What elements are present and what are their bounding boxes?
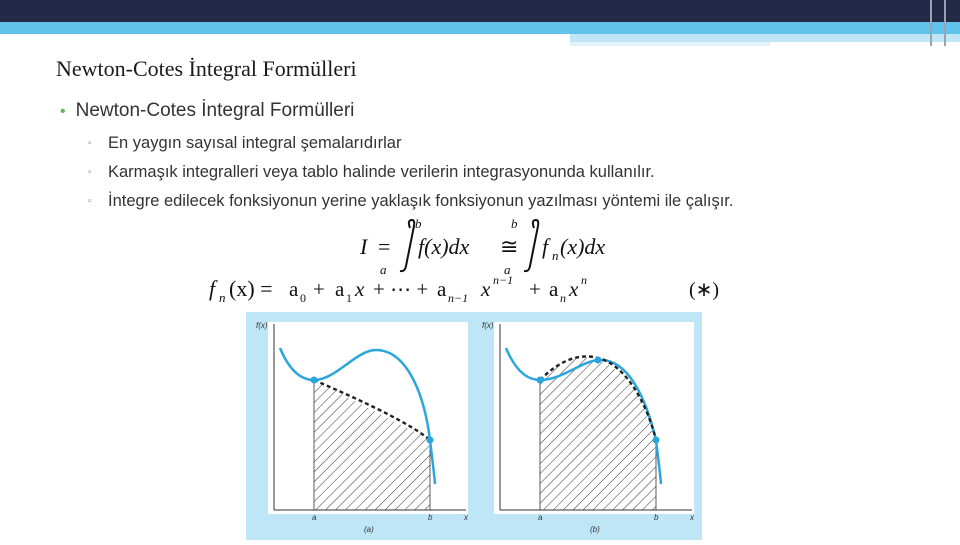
panel-b-point-b — [653, 437, 660, 444]
equation-tag: (∗) — [689, 279, 720, 301]
integral-sign-2 — [524, 220, 538, 271]
slide-title: Newton-Cotes İntegral Formülleri — [56, 56, 357, 81]
integration-diagram — [246, 312, 702, 540]
polynomial-equation — [205, 270, 725, 310]
top-light-bar — [0, 22, 960, 34]
poly-xn1-sup: n−1 — [493, 273, 514, 287]
eq-approx: ≅ — [500, 234, 519, 259]
eq-equals: = — [378, 234, 391, 259]
top-accent-bar-2 — [570, 42, 770, 46]
panel-b-caption: (b) — [590, 525, 600, 534]
poly-plus-1: + — [313, 277, 325, 301]
poly-xn: x — [569, 277, 579, 301]
list-item — [88, 134, 733, 163]
integrand-2-base: f — [542, 234, 549, 259]
panel-a-point-b — [427, 437, 434, 444]
poly-a1: a — [335, 277, 345, 301]
panel-a-xlabel: x — [464, 513, 468, 522]
poly-a0-sub: 0 — [300, 291, 306, 305]
integrand-2-rest: (x)dx — [560, 234, 606, 259]
poly-an1-sub: n−1 — [448, 291, 469, 305]
poly-xn1: x — [481, 277, 491, 301]
panel-b-point-mid — [595, 357, 602, 364]
poly-an1: a — [437, 277, 447, 301]
panel-b-tick-a: a — [538, 513, 543, 522]
main-bullet — [60, 100, 354, 122]
panel-a-caption: (a) — [364, 525, 374, 534]
poly-a1-sub: 1 — [346, 291, 352, 305]
panel-a-tick-b: b — [428, 513, 433, 522]
integrand-2-sub: n — [552, 248, 559, 263]
top-dark-bar — [0, 0, 960, 22]
poly-an-sub: n — [560, 291, 566, 305]
panel-b — [482, 321, 695, 534]
corner-decoration — [930, 0, 946, 46]
sub-bullet-text: En yaygın sayısal integral şemalarıdırlar — [108, 134, 402, 152]
square-bullet-icon: ▫ — [88, 138, 92, 149]
panel-b-ylabel: f(x) — [482, 321, 494, 330]
panel-a-ylabel: f(x) — [256, 321, 268, 330]
sub-bullet-list — [88, 134, 733, 221]
top-accent-bar — [570, 34, 960, 42]
poly-xn-sup: n — [581, 273, 587, 287]
panel-a — [256, 321, 469, 534]
panel-a-tick-a: a — [312, 513, 317, 522]
upper-limit-1: b — [415, 216, 422, 231]
eq-lhs: I — [360, 234, 368, 259]
lower-limit-2: a — [504, 262, 511, 276]
poly-a0: a — [289, 277, 299, 301]
main-bullet-text: Newton-Cotes İntegral Formülleri — [75, 100, 355, 121]
square-bullet-icon: ▫ — [88, 167, 92, 178]
poly-lhs-sub: n — [219, 290, 226, 305]
integrand-1: f(x)dx — [418, 234, 470, 259]
poly-an: a — [549, 277, 559, 301]
integration-figure — [246, 312, 702, 540]
poly-plus-2: + — [529, 277, 541, 301]
poly-lhs-rest: (x) = — [229, 276, 273, 301]
integral-sign-1 — [400, 220, 414, 271]
list-item — [88, 163, 733, 192]
bullet-dot-icon: • — [60, 103, 66, 120]
panel-b-xlabel: x — [690, 513, 694, 522]
upper-limit-2: b — [511, 216, 518, 231]
integral-equation — [352, 216, 612, 276]
panel-b-point-a — [537, 377, 544, 384]
square-bullet-icon: ▫ — [88, 196, 92, 207]
panel-a-point-a — [311, 377, 318, 384]
sub-bullet-text: İntegre edilecek fonksiyonun yerine yaklaşık fonksiyonun yazılması yöntemi ile çalışır. — [108, 192, 734, 210]
poly-lhs-base: f — [209, 276, 216, 301]
poly-ellipsis: + ⋯ + — [373, 277, 429, 301]
lower-limit-1: a — [380, 262, 387, 276]
panel-b-tick-b: b — [654, 513, 659, 522]
poly-x1: x — [355, 277, 365, 301]
sub-bullet-text: Karmaşık integralleri veya tablo halinde verilerin integrasyonunda kullanılır. — [108, 163, 655, 181]
